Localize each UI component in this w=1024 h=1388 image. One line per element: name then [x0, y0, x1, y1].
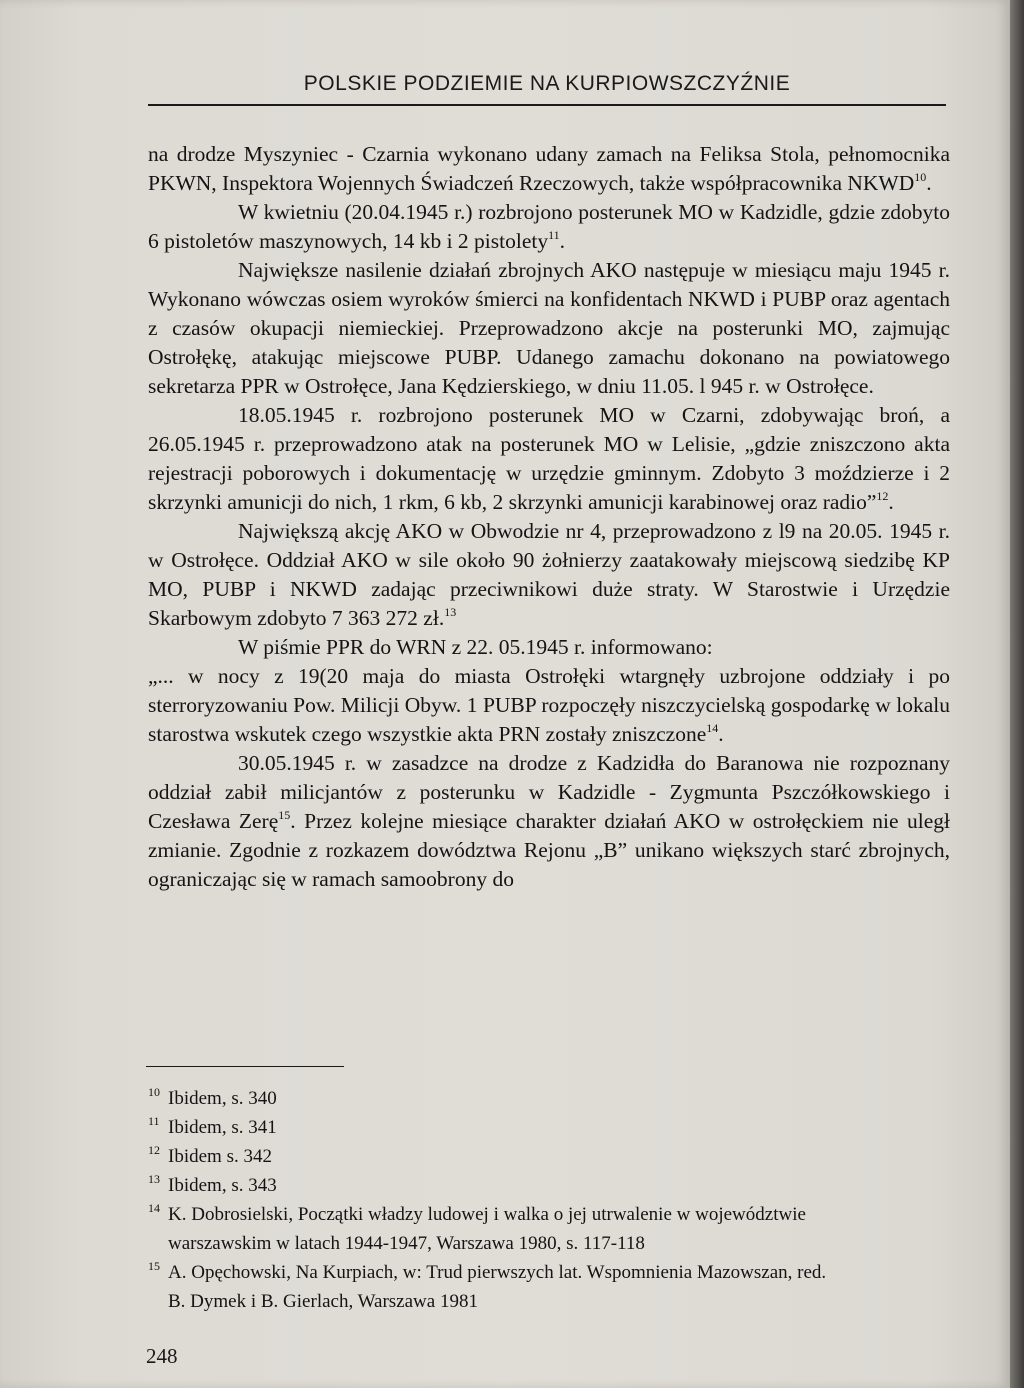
- footnote-11: [148, 1113, 948, 1142]
- paragraph-5: [148, 517, 950, 633]
- paragraph-1: [148, 140, 950, 198]
- footnote-continuation: warszawskim w latach 1944-1947, Warszawa 1980, s. 117-118: [168, 1233, 645, 1254]
- footnote-text: Ibidem, s. 340: [168, 1088, 277, 1109]
- footnote-ref-11[interactable]: 11: [548, 228, 560, 242]
- footnote-14: [148, 1200, 948, 1258]
- paragraph-8: [148, 749, 950, 894]
- paragraph-text: „... w nocy z 19(20 maja do miasta Ostrołęki wtargnęły uzbrojone oddziały i po sterroryzowaniu Pow. Milicji Obyw. 1 PUBP rozpoczęły niszczycielską gospodarkę w lokalu starostwa wskutek czego wszystkie akta PRN zostały zniszczone: [148, 664, 950, 746]
- page-edge: [1010, 0, 1024, 1388]
- footnote-ref-12[interactable]: 12: [876, 489, 889, 503]
- footnote-number: 10: [148, 1085, 160, 1099]
- footnote-ref-15[interactable]: 15: [278, 808, 291, 822]
- footnote-12: [148, 1142, 948, 1171]
- paragraph-tail: .: [926, 171, 932, 195]
- footnote-number: 14: [148, 1201, 160, 1215]
- paragraph-2: [148, 198, 950, 256]
- footnote-continuation: B. Dymek i B. Gierlach, Warszawa 1981: [168, 1291, 478, 1312]
- footnote-text: Ibidem, s. 343: [168, 1175, 277, 1196]
- footnotes: [148, 1084, 948, 1316]
- paragraph-tail: .: [559, 229, 566, 253]
- paragraph-tail: . Przez kolejne miesiące charakter działań AKO w ostrołęckiem nie uległ zmianie. Zgodnie z rozkazem dowództwa Rejonu „B” unikano większych starć zbrojnych, ograniczając się w ramach samoobrony do: [148, 809, 950, 891]
- footnote-number: 15: [148, 1259, 160, 1273]
- footnote-ref-13[interactable]: 13: [444, 605, 457, 619]
- footnote-number: 11: [148, 1114, 160, 1128]
- footnote-15: [148, 1258, 948, 1316]
- footnote-ref-10[interactable]: 10: [914, 170, 927, 184]
- paragraph-tail: .: [718, 722, 724, 746]
- footnote-text: Ibidem s. 342: [168, 1146, 272, 1167]
- footnote-text: A. Opęchowski, Na Kurpiach, w: Trud pierwszych lat. Wspomnienia Mazowszan, red.: [168, 1262, 827, 1283]
- paragraph-7-quote: [148, 662, 950, 749]
- footnote-number: 13: [148, 1172, 160, 1186]
- footnote-10: [148, 1084, 948, 1113]
- paragraph-text: W piśmie PPR do WRN z 22. 05.1945 r. informowano:: [238, 635, 713, 659]
- running-header: POLSKIE PODZIEMIE NA KURPIOWSZCZYŹNIE: [303, 72, 791, 95]
- footnote-text: K. Dobrosielski, Początki władzy ludowej i walka o jej utrwalenie w województwie: [168, 1204, 806, 1225]
- paragraph-3: [148, 256, 950, 401]
- body-text: [148, 140, 950, 894]
- paragraph-6: [148, 633, 950, 662]
- paragraph-text: Największą akcję AKO w Obwodzie nr 4, przeprowadzono z l9 na 20.05. 1945 r. w Ostrołęce. Oddział AKO w sile około 90 żołnierzy zaatakowały miejscową siedzibę KP MO, PUBP i NKWD zadając przeciwnikowi duże straty. W Starostwie i Urzędzie Skarbowym zdobyto 7 363 272 zł.: [148, 519, 950, 630]
- paragraph-tail: .: [888, 490, 894, 514]
- header-rule: [148, 104, 946, 106]
- paragraph-text: na drodze Myszyniec - Czarnia wykonano udany zamach na Feliksa Stola, pełnomocnika PKWN, Inspektora Wojennych Świadczeń Rzeczowych, także współpracownika NKWD: [148, 142, 950, 195]
- page-number: 248: [146, 1344, 178, 1368]
- footnote-ref-14[interactable]: 14: [706, 721, 719, 735]
- paragraph-text: 18.05.1945 r. rozbrojono posterunek MO w Czarni, zdobywając broń, a 26.05.1945 r. przeprowadzono atak na posterunek MO w Lelisie, „gdzie zniszczono akta rejestracji poborowych i dokumentację w urzędzie gminnym. Zdobyto 3 moździerze i 2 skrzynki amunicji do nich, 1 rkm, 6 kb, 2 skrzynki amunicji karabinowej oraz radio”: [148, 403, 950, 514]
- paragraph-text: 30.05.1945 r. w zasadzce na drodze z Kadzidła do Baranowa nie rozpoznany oddział zabił milicjantów z posterunku w Kadzidle - Zygmunta Pszczółkowskiego i Czesława Zerę: [148, 751, 950, 833]
- footnote-rule: [146, 1066, 344, 1067]
- footnote-text: Ibidem, s. 341: [168, 1117, 277, 1138]
- paragraph-text: W kwietniu (20.04.1945 r.) rozbrojono posterunek MO w Kadzidle, gdzie zdobyto 6 pistoletów maszynowych, 14 kb i 2 pistolety: [148, 200, 950, 253]
- footnote-13: [148, 1171, 948, 1200]
- paragraph-4: [148, 401, 950, 517]
- footnote-number: 12: [148, 1143, 160, 1157]
- paragraph-text: Największe nasilenie działań zbrojnych AKO następuje w miesiącu maju 1945 r. Wykonano wówczas osiem wyroków śmierci na konfidentach NKWD i PUBP oraz agentach z czasów okupacji niemieckiej. Przeprowadzono akcje na posterunki MO, zajmując Ostrołękę, atakując miejscowe PUBP. Udanego zamachu dokonano na powiatowego sekretarza PPR w Ostrołęce, Jana Kędzierskiego, w dniu 11.05. l 945 r. w Ostrołęce.: [148, 258, 950, 398]
